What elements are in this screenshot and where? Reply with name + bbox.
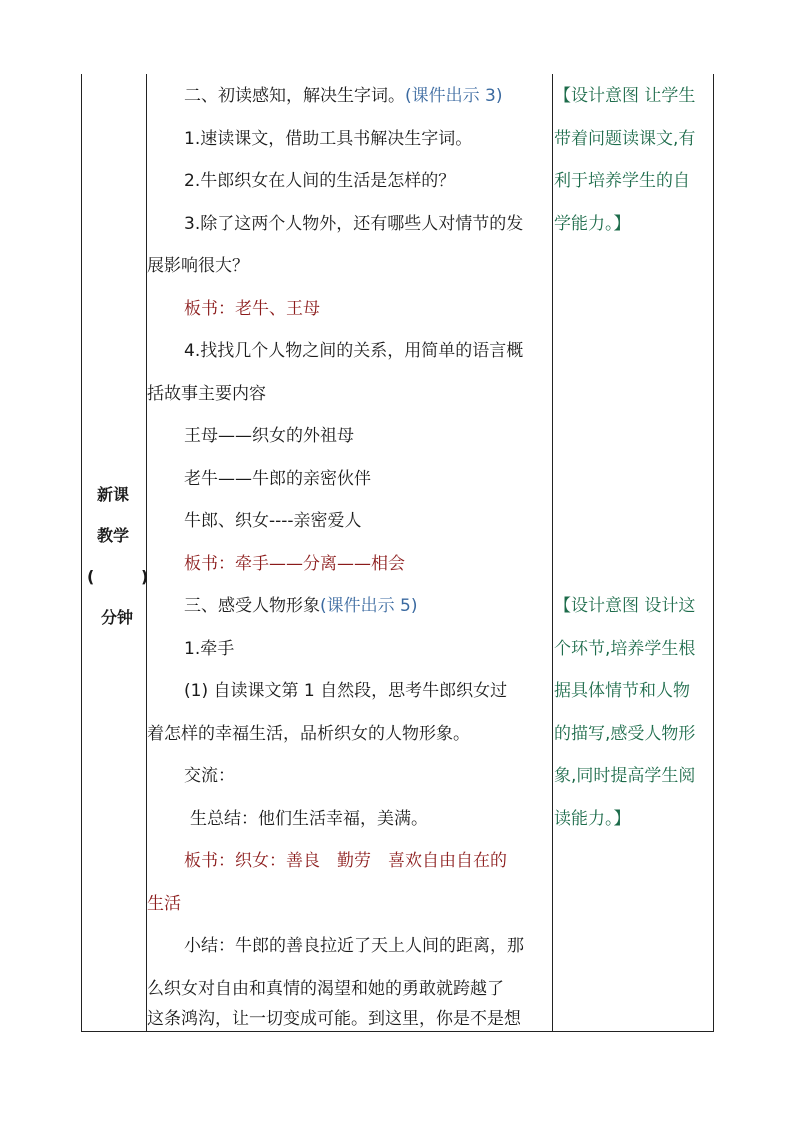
section3-summary: 生总结：他们生活幸福，美满。 bbox=[190, 809, 428, 829]
section2-item4: 4.找找几个人物之间的关系，用简单的语言概 bbox=[184, 341, 524, 361]
section3-heading-note: (课件出示 5) bbox=[320, 596, 418, 616]
section2-heading-text: 二、初读感知，解决生字词。 bbox=[184, 86, 405, 106]
section3-conclusion-2: 么织女对自由和真情的渴望和她的勇敢就跨越了 bbox=[147, 979, 504, 999]
stage-label-new: 新课 bbox=[97, 485, 130, 504]
board-note-3-cont: 生活 bbox=[147, 894, 181, 914]
design-note-1-line1: 【设计意图 让学生 bbox=[554, 86, 696, 106]
minutes-paren-open: ( bbox=[87, 567, 95, 586]
design-note-2-line4: 的描写,感受人物形 bbox=[554, 724, 696, 744]
lesson-table bbox=[81, 74, 714, 1032]
board-note-3: 板书：织女：善良 勤劳 喜欢自由自在的 bbox=[184, 851, 507, 871]
table-border-bottom bbox=[81, 1031, 714, 1032]
section3-heading-text: 三、感受人物形象 bbox=[184, 596, 320, 616]
design-note-1-line2: 带着问题读课文,有 bbox=[554, 129, 696, 149]
design-note-2-line6: 读能力。】 bbox=[554, 809, 631, 829]
design-note-2-line5: 象,同时提高学生阅 bbox=[554, 766, 696, 786]
minutes-label: 分钟 bbox=[101, 608, 134, 627]
section3-question1: (1) 自读课文第 1 自然段，思考牛郎织女过 bbox=[184, 681, 508, 701]
stage-label-teach: 教学 bbox=[97, 526, 130, 545]
relation-2: 老牛——牛郎的亲密伙伴 bbox=[184, 469, 371, 489]
column-divider-1 bbox=[146, 74, 147, 1032]
board-note-1: 板书：老牛、王母 bbox=[184, 299, 320, 319]
section3-heading bbox=[184, 596, 417, 616]
section2-item1: 1.速读课文，借助工具书解决生字词。 bbox=[184, 129, 473, 149]
minutes-paren-close: ) bbox=[141, 567, 149, 586]
section3-exchange: 交流： bbox=[184, 766, 235, 786]
section2-heading bbox=[184, 86, 502, 106]
section3-conclusion-3: 这条鸿沟，让一切变成可能。到这里，你是不是想 bbox=[147, 1009, 521, 1029]
relation-3: 牛郎、织女----亲密爱人 bbox=[184, 511, 362, 531]
section3-question1-cont: 着怎样的幸福生活，品析织女的人物形象。 bbox=[147, 724, 470, 744]
design-note-1-line3: 利于培养学生的自 bbox=[554, 171, 690, 191]
section3-step1: 1.牵手 bbox=[184, 639, 235, 659]
board-note-2: 板书：牵手——分离——相会 bbox=[184, 554, 405, 574]
column-divider-2 bbox=[552, 74, 553, 1032]
table-border-left bbox=[81, 74, 82, 1032]
relation-1: 王母——织女的外祖母 bbox=[184, 426, 354, 446]
section2-heading-note: (课件出示 3) bbox=[405, 86, 503, 106]
design-note-2-line3: 据具体情节和人物 bbox=[554, 681, 690, 701]
design-note-2-line2: 个环节,培养学生根 bbox=[554, 639, 696, 659]
design-note-1-line4: 学能力。】 bbox=[554, 214, 631, 234]
section2-item4-cont: 括故事主要内容 bbox=[147, 384, 266, 404]
section2-item2: 2.牛郎织女在人间的生活是怎样的？ bbox=[184, 171, 456, 191]
section3-conclusion-1: 小结：牛郎的善良拉近了天上人间的距离，那 bbox=[184, 936, 524, 956]
section2-item3: 3.除了这两个人物外，还有哪些人对情节的发 bbox=[184, 214, 524, 234]
section2-item3-cont: 展影响很大？ bbox=[147, 256, 249, 276]
design-note-2-line1: 【设计意图 设计这 bbox=[554, 596, 696, 616]
